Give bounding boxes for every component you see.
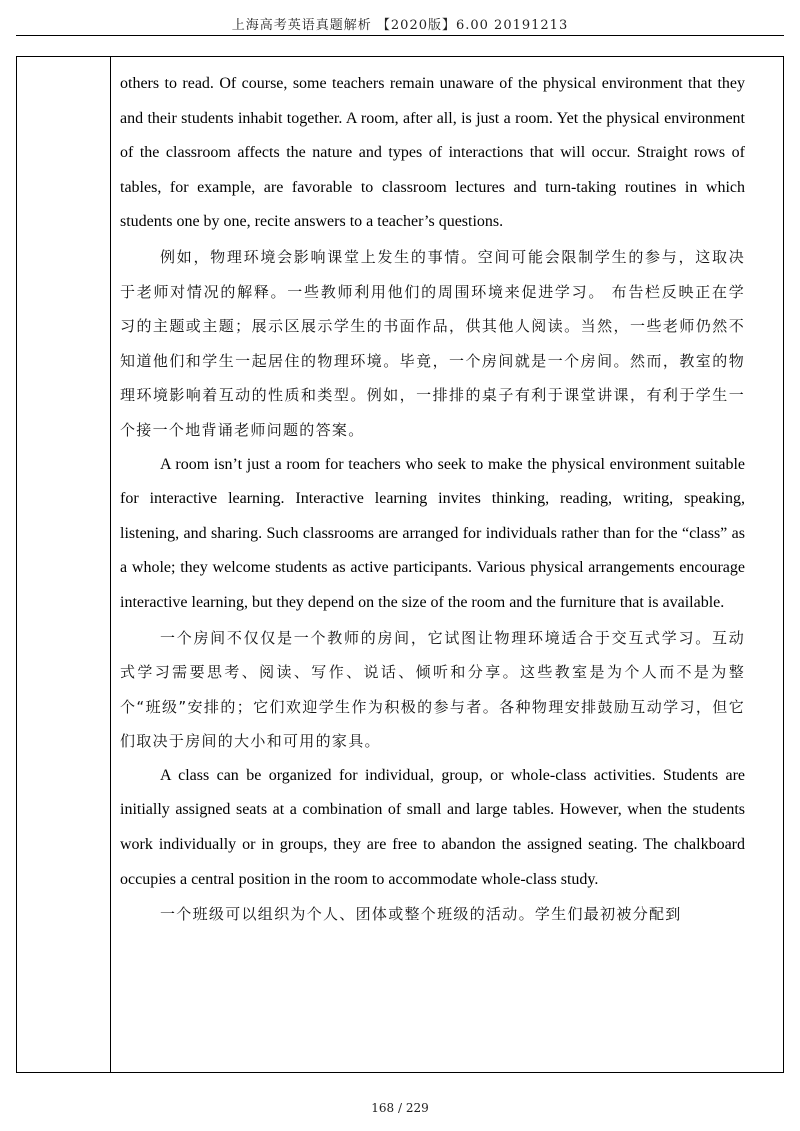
- paragraph-1-english: others to read. Of course, some teachers remain unaware of the physical environment that they and their students inhabit together. A room, after all, is just a room. Yet the physical environment of the classroom affects the nature and types of interactions that will occur. Straight rows of tables, for example, are favorable to classroom lectures and turn-taking routines in which students one by one, recite answers to a teacher’s questions.: [120, 75, 745, 231]
- paragraph-3-english: A class can be organized for individual, group, or whole-class activities. Students are initially assigned seats at a combination of small and large tables. However, when the students work individually or in groups, they are free to abandon the assigned seating. The chalkboard occupies a central position in the room to accommodate whole-class study.: [120, 766, 745, 888]
- paragraph-2-english: A room isn’t just a room for teachers who seek to make the physical environment suitable for interactive learning. Interactive learning invites thinking, reading, writing, speaking, listening, and sharing. Such classrooms are arranged for individuals rather than for the “class” as a whole; they welcome students as active participants. Various physical arrangements encourage interactive learning, but they depend on the size of the room and the furniture that is available.: [120, 455, 745, 611]
- left-column: [17, 57, 111, 1072]
- page-number: 168 / 229: [371, 1101, 429, 1115]
- content-table: [16, 56, 784, 1073]
- paragraph-1-chinese: 例如，物理环境会影响课堂上发生的事情。空间可能会限制学生的参与，这取决于老师对情况的解释。一些教师利用他们的周围环境来促进学习。 布告栏反映正在学习的主题或主题；展示区展示学生的书面作品，供其他人阅读。当然，一些老师仍然不知道他们和学生一起居住的物理环境。毕竟，一个房间就是一个房间。然而，教室的物理环境影响着互动的性质和类型。例如，一排排的桌子有利于课堂讲课，有利于学生一个接一个地背诵老师问题的答案。: [120, 247, 745, 439]
- paragraph-3-chinese: 一个班级可以组织为个人、团体或整个班级的活动。学生们最初被分配到: [160, 905, 682, 924]
- paragraph-2-chinese: 一个房间不仅仅是一个教师的房间，它试图让物理环境适合于交互式学习。互动式学习需要思考、阅读、写作、说话、倾听和分享。这些教室是为个人而不是为整个“班级”安排的；它们欢迎学生作为积极的参与者。各种物理安排鼓励互动学习，但它们取决于房间的大小和可用的家具。: [120, 628, 745, 751]
- content-cell: [120, 67, 745, 932]
- header-title: 上海高考英语真题解析 【2020版】6.00 20191213: [231, 18, 569, 33]
- page-header: [16, 0, 784, 36]
